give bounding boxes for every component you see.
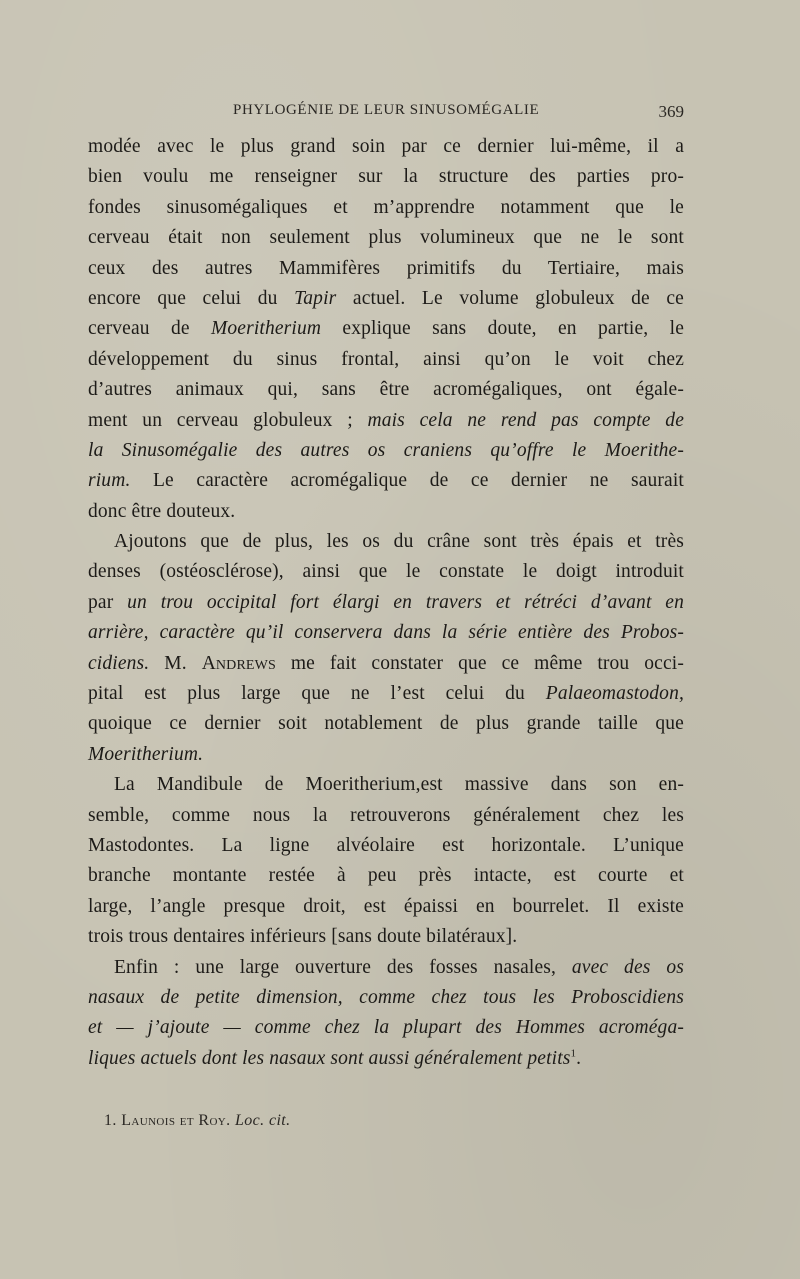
- text-line: cerveau de Moeritherium explique sans doute, en partie, le: [88, 318, 685, 340]
- text-line: branche montante restée à peu près intacte, est courte et: [88, 865, 684, 887]
- paragraph-start-line: Enfin : une large ouverture des fosses nasales, avec des os: [114, 956, 684, 978]
- text-line: développement du sinus frontal, ainsi qu’on le voit chez: [88, 348, 684, 370]
- running-title: PHYLOGÉNIE DE LEUR SINUSOMÉGALIE: [233, 102, 540, 118]
- paragraph-start-line: Ajoutons que de plus, les os du crâne sont très épais et très: [114, 531, 684, 553]
- text-line: trois trous dentaires inférieurs [sans doute bilatéraux].: [88, 926, 518, 948]
- text-line: ceux des autres Mammifères primitifs du Tertiaire, mais: [88, 257, 684, 279]
- text-line: liques actuels dont les nasaux sont aussi généralement petits$^1$.: [88, 1047, 582, 1069]
- body-text: [88, 132, 684, 1074]
- footnote-number: 1.: [104, 1112, 117, 1129]
- text-line: la Sinusomégalie des autres os craniens qu’offre le Moerithe-: [88, 439, 684, 461]
- text-line: large, l’angle presque droit, est épaissi en bourrelet. Il existe: [88, 895, 684, 917]
- text-line: encore que celui du Tapir actuel. Le volume globuleux de ce: [88, 287, 684, 309]
- text-line: quoique ce dernier soit notablement de plus grande taille que: [88, 713, 684, 735]
- text-line: cerveau était non seulement plus volumineux que ne le sont: [88, 227, 684, 249]
- footnote-marker: 1: [570, 1047, 577, 1060]
- text-line: arrière, caractère qu’il conservera dans la série entière des Probos-: [88, 622, 684, 644]
- text-line: modée avec le plus grand soin par ce dernier lui-même, il a: [88, 136, 684, 157]
- text-line: semble, comme nous la retrouverons généralement chez les: [88, 804, 684, 826]
- page-number: 369: [658, 102, 684, 121]
- text-line: par un trou occipital fort élargi en travers et rétréci d’avant en: [88, 591, 685, 613]
- text-line: pital est plus large que ne l’est celui du Palaeomastodon,: [88, 683, 684, 705]
- text-line: fondes sinusomégaliques et m’apprendre notamment que le: [88, 196, 684, 218]
- text-line: nasaux de petite dimension, comme chez tous les Proboscidiens: [88, 986, 684, 1008]
- text-line: Mastodontes. La ligne alvéolaire est horizontale. L’unique: [88, 834, 684, 856]
- text-line: denses (ostéosclérose), ainsi que le constate le doigt introduit: [88, 561, 684, 583]
- footnote-authors: Launois et Roy.: [121, 1112, 231, 1129]
- text-line: Moeritherium.: [88, 743, 204, 765]
- text-line: donc être douteux.: [88, 500, 236, 522]
- paragraph-start-line: La Mandibule de Moeritherium,est massive dans son en-: [114, 774, 684, 796]
- text-line: rium. Le caractère acromégalique de ce dernier ne saurait: [88, 470, 684, 492]
- text-line: et — j’ajoute — comme chez la plupart des Hommes acroméga-: [88, 1017, 684, 1039]
- footnote: [104, 1112, 291, 1130]
- page-header: [88, 102, 684, 124]
- text-line: d’autres animaux qui, sans être acromégaliques, ont égale-: [88, 379, 684, 401]
- text-line: cidiens. M. Andrews me fait constater que ce même trou occi-: [88, 652, 684, 674]
- footnote-reference: Loc. cit.: [234, 1112, 291, 1129]
- text-line: bien voulu me renseigner sur la structure des parties pro-: [88, 166, 684, 188]
- text-line: ment un cerveau globuleux ; mais cela ne rend pas compte de: [88, 409, 684, 431]
